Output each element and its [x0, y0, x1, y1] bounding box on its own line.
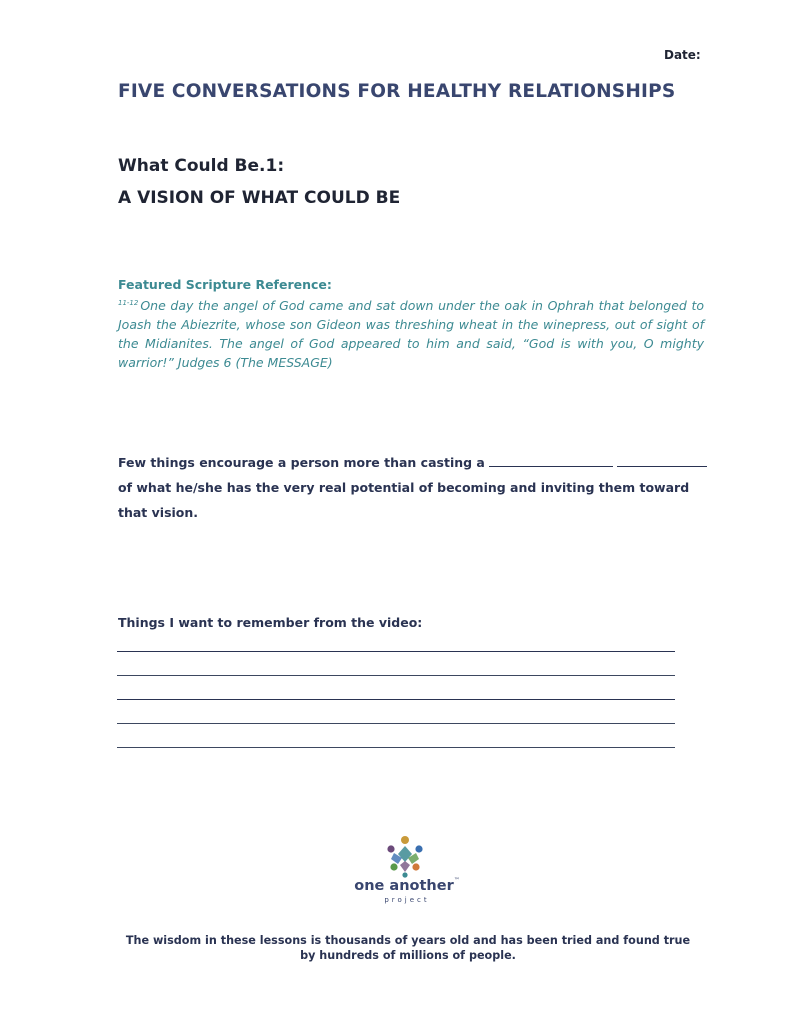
logo-dot-orange [412, 863, 419, 870]
page-title: FIVE CONVERSATIONS FOR HEALTHY RELATIONSHIPS [118, 81, 676, 102]
one-another-logo-icon [382, 834, 428, 880]
logo-dot-blue [415, 845, 422, 852]
note-line[interactable] [117, 723, 675, 724]
footer-quote: The wisdom in these lessons is thousands of years old and has been tried and found true by hundreds of millions of people. [125, 934, 691, 962]
logo-dot-gold [401, 836, 409, 844]
date-label: Date: [664, 48, 701, 62]
scripture-passage [118, 294, 704, 372]
fill-in-blank-2[interactable] [617, 454, 707, 467]
brand-subtitle: project [384, 896, 430, 904]
scripture-heading: Featured Scripture Reference: [118, 277, 332, 292]
note-line[interactable] [117, 675, 675, 676]
fill-in-paragraph [118, 450, 708, 525]
lesson-title: A VISION OF WHAT COULD BE [118, 188, 401, 208]
logo-shape-bottom [400, 861, 410, 872]
fill-in-blank-1[interactable] [489, 454, 613, 467]
fill-in-text-end: of what he/she has the very real potential of becoming and inviting them toward that vision. [118, 480, 690, 520]
note-line[interactable] [117, 699, 675, 700]
brand-name: one another™ [354, 877, 460, 894]
logo-dot-plum [387, 845, 394, 852]
trademark-mark: ™ [453, 877, 460, 884]
verse-reference: 11-12 [118, 299, 139, 307]
lesson-label: What Could Be.1: [118, 156, 285, 176]
note-line[interactable] [117, 651, 675, 652]
scripture-text: One day the angel of God came and sat down under the oak in Ophrah that belonged to Joash the Abiezrite, whose son Gideon was threshing wheat in the winepress, out of sight of the Midianites. The angel of God appeared to him and said, “God is with you, O mighty warrior!” Judges 6 (The MESSAGE) [118, 298, 704, 370]
fill-in-text-start: Few things encourage a person more than casting a [118, 455, 490, 470]
note-line[interactable] [117, 747, 675, 748]
notes-heading: Things I want to remember from the video: [118, 615, 423, 630]
logo-dot-green [390, 863, 397, 870]
